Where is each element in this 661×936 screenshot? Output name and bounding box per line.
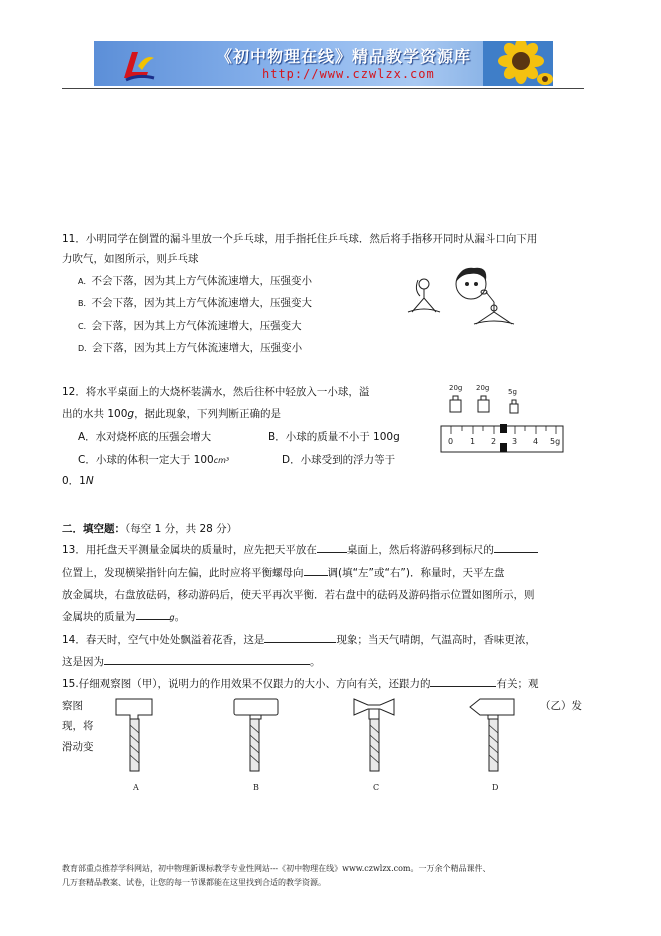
q11-option-key: B． xyxy=(78,299,92,308)
fig-label-a: A xyxy=(133,783,139,792)
q13-line2 xyxy=(62,563,504,583)
q14-text: 现象；当天气晴朗，气温高时，香味更浓， xyxy=(336,634,536,646)
q12-unit: g xyxy=(127,408,135,420)
weight-5g xyxy=(510,404,518,413)
q15-blank-1[interactable] xyxy=(430,674,496,687)
q14-text: 这是因为 xyxy=(62,656,104,668)
thread-lines xyxy=(130,725,498,763)
banner-title: 《初中物理在线》精品教学资源库 xyxy=(216,47,472,66)
rider-marker-bottom xyxy=(500,443,507,452)
q15-line3: 现，将 xyxy=(62,720,94,732)
scale-tick-4: 4 xyxy=(533,437,539,446)
q15-wrench-figure xyxy=(108,693,538,795)
q12-option-c-text: C．小球的体积一定大于 100 xyxy=(78,454,214,466)
q11-option-a[interactable] xyxy=(78,271,312,292)
q11-option-d[interactable] xyxy=(78,338,302,359)
scale-tick-3: 3 xyxy=(512,437,518,446)
handle-a xyxy=(116,699,152,719)
q11-option-text: 会下落，因为其上方气体流速增大，压强变大 xyxy=(91,320,302,332)
handle-b xyxy=(234,699,278,715)
q11-option-c[interactable] xyxy=(78,316,302,337)
q12-line2 xyxy=(62,404,281,424)
q13-unit: g xyxy=(169,613,175,622)
q13-blank-1[interactable] xyxy=(317,540,347,553)
q13-text: 桌面上，然后将游码移到标尺的 xyxy=(346,544,494,556)
weight-hook xyxy=(512,400,516,404)
q11-option-text: 会下落，因为其上方气体流速增大，压强变小 xyxy=(92,342,303,354)
weight-20g-a xyxy=(450,400,461,412)
rider-marker xyxy=(500,424,507,433)
bolt-d xyxy=(489,719,498,771)
q12-option-d[interactable]: D．小球受到的浮力等于 xyxy=(282,454,396,466)
weight-label-3: 5g xyxy=(508,388,517,396)
q13-text: 金属块的质量为 xyxy=(62,611,136,623)
q14-line1 xyxy=(62,630,536,650)
header-banner xyxy=(94,41,553,86)
q11-option-text: 不会下落，因为其上方气体流速增大，压强变大 xyxy=(91,297,312,309)
q15-line1 xyxy=(62,674,538,694)
q12-balance-figure xyxy=(438,380,566,455)
bolt-a xyxy=(130,719,139,771)
q14-blank-2[interactable] xyxy=(104,652,310,665)
q15-text: 15.仔细观察图（甲），说明力的作用效果不仅跟力的大小、方向有关，还跟力的 xyxy=(62,678,431,690)
scale-tick-5: 5g xyxy=(550,437,561,446)
q13-line3: 放金属块，右盘放砝码，移动游码后，使天平再次平衡．若右盘中的砝码及游码指示位置如图所示，则 xyxy=(62,589,535,601)
q13-text: 调(填“左”或“右”)．称量时，天平左盘 xyxy=(327,567,505,579)
q11-line2: 力吹气，如图所示，则乒乓球 xyxy=(62,253,199,265)
q14-line2 xyxy=(62,652,321,672)
neck-d xyxy=(488,715,498,719)
section-title xyxy=(62,521,237,536)
q13-blank-3[interactable] xyxy=(304,563,328,576)
bolt-b xyxy=(250,719,259,771)
q11-option-key: D． xyxy=(78,344,93,353)
scale-tick-1: 1 xyxy=(470,437,476,446)
q12-line2-text: 出的水共 100 xyxy=(62,408,128,420)
neck-b xyxy=(250,715,261,719)
q12-tail-unit: N xyxy=(85,475,94,487)
q12-line1: 12．将水平桌面上的大烧杯装满水，然后往杯中轻放入一小球，溢 xyxy=(62,386,370,398)
sunflower-icon xyxy=(483,41,553,86)
q11-funnel-figure xyxy=(404,262,529,332)
q12-option-a[interactable]: A．水对烧杯底的压强会增大 xyxy=(78,431,212,443)
scale-tick-0: 0 xyxy=(448,437,454,446)
q12-option-c[interactable] xyxy=(78,450,229,471)
fig-label-b: B xyxy=(253,783,259,792)
q11-option-text: 不会下落，因为其上方气体流速增大，压强变小 xyxy=(91,275,312,287)
q11-option-key: A． xyxy=(78,277,92,286)
q13-blank-4[interactable] xyxy=(136,607,170,620)
logo-icon xyxy=(118,44,158,84)
q12-option-b[interactable] xyxy=(268,427,400,447)
weight-label-1: 20g xyxy=(449,384,463,392)
q14-blank-1[interactable] xyxy=(264,630,336,643)
handle-c xyxy=(354,699,394,715)
q12-tail xyxy=(62,471,94,491)
fig-label-c: C xyxy=(373,783,380,792)
q13-text: 13．用托盘天平测量金属块的质量时，应先把天平放在 xyxy=(62,544,317,556)
bolt-c xyxy=(370,719,379,771)
q12-option-b-text: B．小球的质量不小于 100 xyxy=(268,431,394,443)
weight-hook xyxy=(453,396,458,400)
banner-url[interactable]: http://www.czwlzx.com xyxy=(262,67,435,81)
weight-20g-b xyxy=(478,400,489,412)
footer-line-1: 教育部重点推荐学科网站，初中物理新课标教学专业性网站---《初中物理在线》www.czwlzx.com。一万余个精品课件、 xyxy=(62,864,491,873)
q11-option-b[interactable] xyxy=(78,293,312,314)
weight-label-2: 20g xyxy=(476,384,490,392)
q13-line1 xyxy=(62,540,538,560)
header-rule xyxy=(62,88,584,89)
q14-text: 。 xyxy=(310,656,321,668)
q11-option-key: C． xyxy=(78,322,92,331)
q12-option-b-unit: g xyxy=(393,431,400,443)
q15-line2-right: （乙）发 xyxy=(540,700,582,712)
q15-text: 有关；观 xyxy=(496,678,539,690)
q13-text: 。 xyxy=(174,611,186,623)
handle-d xyxy=(470,699,514,715)
scale-tick-2: 2 xyxy=(491,437,497,446)
q12-tail-num: 0．1 xyxy=(62,475,86,487)
q13-line4 xyxy=(62,607,185,628)
section-note: （每空 1 分，共 28 分） xyxy=(125,523,238,535)
footer-line-2: 几万套精品教案、试卷，让您的每一节课都能在这里找到合适的教学资源。 xyxy=(62,878,326,887)
weight-hook xyxy=(481,396,486,400)
q12-line2-tail: ，据此现象，下列判断正确的是 xyxy=(134,408,282,420)
neck-c xyxy=(369,709,379,719)
q13-blank-2[interactable] xyxy=(494,540,538,553)
page-footer xyxy=(62,862,602,890)
fig-label-d: D xyxy=(492,783,499,792)
section-heading: 二．填空题： xyxy=(62,523,125,535)
q15-line2-left: 察图 xyxy=(62,700,83,712)
q14-text: 14．春天时，空气中处处飘溢着花香，这是 xyxy=(62,634,265,646)
q13-text: 位置上，发现横梁指针向左偏，此时应将平衡螺母向 xyxy=(62,567,304,579)
q12-option-c-unit: cm³ xyxy=(213,456,230,465)
q11-line1: 11．小明同学在倒置的漏斗里放一个乒乓球，用手指托住乒乓球．然后将手指移开同时从漏斗口向下用 xyxy=(62,233,538,245)
q15-line4: 滑动变 xyxy=(62,741,94,753)
